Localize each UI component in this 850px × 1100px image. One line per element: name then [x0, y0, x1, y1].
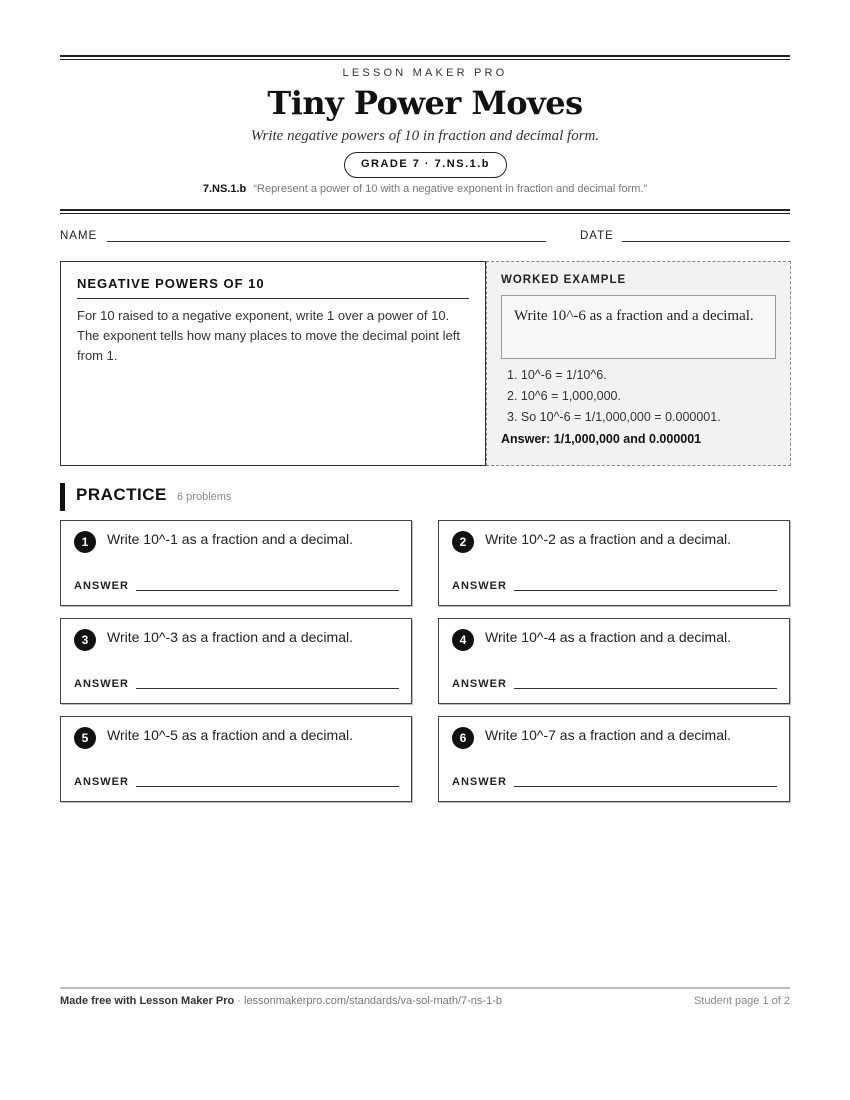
answer-field[interactable]: [136, 688, 399, 689]
problem-card-2: [438, 520, 790, 606]
problem-card-1: [60, 520, 412, 606]
problem-text: Write 10^-7 as a fraction and a decimal.: [485, 727, 731, 743]
practice-title: PRACTICE: [76, 485, 167, 504]
answer-field[interactable]: [514, 688, 777, 689]
worksheet-title: Tiny Power Moves: [267, 84, 583, 122]
worksheet-page: [60, 0, 790, 1100]
problem-number-badge: 5: [74, 727, 96, 749]
problem-text: Write 10^-5 as a fraction and a decimal.: [107, 727, 353, 743]
concept-body: For 10 raised to a negative exponent, write 1 over a power of 10. The exponent tells how many places to move the decimal point left from 1.: [77, 308, 460, 363]
answer-field[interactable]: [514, 786, 777, 787]
answer-label: ANSWER: [74, 678, 129, 690]
footer-url[interactable]: · lessonmakerpro.com/standards/va-sol-math/7-ns-1-b: [234, 995, 502, 1007]
problem-card-5: [60, 716, 412, 802]
header-double-rule: [60, 209, 790, 214]
worked-example-step: 3. So 10^-6 = 1/1,000,000 = 0.000001.: [507, 410, 721, 424]
problem-number-badge: 2: [452, 531, 474, 553]
worked-example-step: 2. 10^6 = 1,000,000.: [507, 389, 621, 403]
practice-count: 6 problems: [177, 491, 232, 503]
concept-box: [60, 261, 486, 466]
footer-page-number: Student page 1 of 2: [693, 995, 790, 1007]
answer-label: ANSWER: [452, 580, 507, 592]
date-field[interactable]: [622, 241, 790, 242]
answer-label: ANSWER: [452, 678, 507, 690]
worked-example-box: [486, 261, 791, 466]
problem-number-badge: 6: [452, 727, 474, 749]
date-label: DATE: [580, 230, 614, 242]
standard-text: “Represent a power of 10 with a negative exponent in fraction and decimal form.”: [253, 183, 648, 195]
footer-made-with: Made free with Lesson Maker Pro: [60, 995, 235, 1007]
answer-label: ANSWER: [74, 580, 129, 592]
practice-accent-bar: [60, 483, 65, 511]
worksheet-subtitle: Write negative powers of 10 in fraction and decimal form.: [250, 128, 600, 144]
problem-text: Write 10^-1 as a fraction and a decimal.: [107, 531, 353, 547]
problem-card-4: [438, 618, 790, 704]
answer-field[interactable]: [136, 590, 399, 591]
worked-example-answer: Answer: 1/1,000,000 and 0.000001: [501, 432, 702, 446]
worked-example-title: WORKED EXAMPLE: [501, 274, 627, 286]
standard-code: 7.NS.1.b: [202, 183, 247, 195]
worked-example-step: 1. 10^-6 = 1/10^6.: [507, 368, 607, 382]
answer-label: ANSWER: [452, 776, 507, 788]
worked-example-question: Write 10^-6 as a fraction and a decimal.: [501, 295, 776, 359]
problem-number-badge: 3: [74, 629, 96, 651]
footer-rule: [60, 987, 790, 989]
standard-line: [60, 183, 790, 195]
concept-title: NEGATIVE POWERS OF 10: [77, 276, 469, 299]
problem-number-badge: 1: [74, 531, 96, 553]
footer-credit: [60, 995, 502, 1007]
problem-card-6: [438, 716, 790, 802]
answer-field[interactable]: [136, 786, 399, 787]
problem-number-badge: 4: [452, 629, 474, 651]
problem-text: Write 10^-2 as a fraction and a decimal.: [485, 531, 731, 547]
answer-field[interactable]: [514, 590, 777, 591]
top-double-rule: [60, 55, 790, 60]
brand-label: LESSON MAKER PRO: [342, 67, 508, 79]
problem-text: Write 10^-4 as a fraction and a decimal.: [485, 629, 731, 645]
problem-text: Write 10^-3 as a fraction and a decimal.: [107, 629, 353, 645]
name-field[interactable]: [107, 241, 546, 242]
worked-example-steps: [501, 365, 776, 428]
name-label: NAME: [60, 230, 98, 242]
answer-label: ANSWER: [74, 776, 129, 788]
grade-badge: GRADE 7 · 7.NS.1.b: [344, 152, 507, 178]
problem-card-3: [60, 618, 412, 704]
